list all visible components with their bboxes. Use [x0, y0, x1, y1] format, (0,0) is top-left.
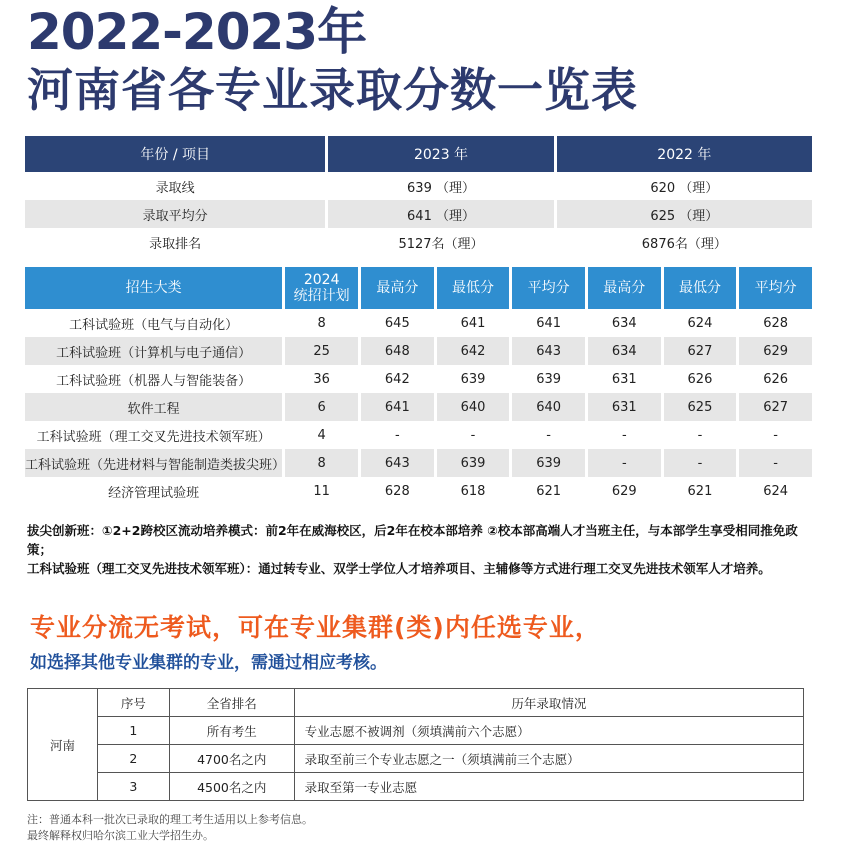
score-cell: 631 — [588, 393, 661, 421]
score-cell: 639 — [437, 449, 510, 477]
score-cell: 640 — [437, 393, 510, 421]
header-max-2022: 最高分 — [588, 267, 661, 309]
slogan-blue: 如选择其他专业集群的专业，需通过相应考核。 — [30, 653, 387, 673]
score-cell: 641 — [536, 315, 562, 331]
page-title-year: 2022-2023年 — [27, 3, 367, 61]
score-cell: 627 — [739, 393, 812, 421]
score-cell: - — [773, 427, 778, 443]
score-cell: 643 — [361, 449, 434, 477]
score-cell: 631 — [611, 371, 637, 387]
rank-table — [27, 688, 804, 801]
score-cell: 642 — [437, 337, 510, 365]
rank-no: 1 — [97, 717, 169, 745]
rank-desc: 录取至第一专业志愿 — [294, 773, 803, 801]
score-cell: 626 — [687, 371, 713, 387]
major-name: 工科试验班（计算机与电子通信） — [25, 337, 282, 365]
value-2023: 5127名（理） — [398, 236, 484, 252]
score-cell: 641 — [460, 315, 486, 331]
score-cell: 634 — [611, 315, 637, 331]
score-cell: 645 — [384, 315, 410, 331]
major-name: 工科试验班（先进材料与智能制造类拔尖班） — [25, 449, 282, 477]
major-plan: 11 — [313, 483, 330, 499]
header-year-item: 年份 / 项目 — [25, 136, 325, 172]
major-plan: 6 — [285, 393, 358, 421]
table-row — [25, 421, 812, 449]
major-header-row — [25, 267, 812, 309]
major-name: 工科试验班（理工交叉先进技术领军班） — [36, 429, 271, 445]
table-row — [25, 449, 812, 477]
major-plan: 4 — [317, 427, 326, 443]
summary-table — [22, 136, 815, 256]
score-cell: 643 — [512, 337, 585, 365]
rank-range: 所有考生 — [169, 717, 294, 745]
header-min-2023: 最低分 — [437, 267, 510, 309]
rank-desc: 专业志愿不被调剂（须填满前六个志愿） — [294, 717, 803, 745]
score-cell: 627 — [664, 337, 737, 365]
header-category: 招生大类 — [25, 267, 282, 309]
score-cell: 629 — [611, 483, 637, 499]
score-cell: - — [621, 427, 627, 443]
major-name: 工科试验班（电气与自动化） — [69, 317, 239, 333]
score-cell: 648 — [361, 337, 434, 365]
major-score-table — [22, 267, 815, 505]
score-cell: - — [470, 427, 476, 443]
major-plan: 25 — [285, 337, 358, 365]
header-2023: 2023 年 — [328, 136, 553, 172]
score-cell: - — [697, 427, 703, 443]
footnote-line: 注：普通本科一批次已录取的理工考生适用以上参考信息。 — [27, 813, 313, 826]
header-rank: 全省排名 — [169, 689, 294, 717]
rank-no: 2 — [97, 745, 169, 773]
summary-row — [25, 228, 812, 256]
summary-row — [25, 172, 812, 200]
header-plan-year: 2024 — [303, 272, 340, 288]
header-min-2022: 最低分 — [664, 267, 737, 309]
score-cell: 642 — [384, 371, 410, 387]
major-plan: 36 — [313, 371, 330, 387]
score-cell: 621 — [687, 483, 713, 499]
summary-header-row — [25, 136, 812, 172]
footnote — [27, 812, 313, 844]
score-cell: - — [664, 449, 737, 477]
table-row — [25, 365, 812, 393]
rank-desc: 录取至前三个专业志愿之一（须填满前三个志愿） — [294, 745, 803, 773]
rank-range: 4500名之内 — [169, 773, 294, 801]
row-label: 录取排名 — [149, 236, 202, 252]
score-cell: 639 — [460, 371, 486, 387]
rank-row — [28, 773, 804, 801]
row-label: 录取平均分 — [25, 200, 325, 228]
score-cell: 625 — [664, 393, 737, 421]
value-2022: 6876名（理） — [641, 236, 727, 252]
header-avg-2022: 平均分 — [739, 267, 812, 309]
table-row — [25, 337, 812, 365]
header-plan — [285, 267, 358, 309]
slogan-orange: 专业分流无考试，可在专业集群(类)内任选专业， — [30, 613, 601, 642]
score-cell: 634 — [588, 337, 661, 365]
major-name: 经济管理试验班 — [108, 485, 200, 501]
major-name: 工科试验班（机器人与智能装备） — [56, 373, 252, 389]
header-no: 序号 — [97, 689, 169, 717]
footnote-line: 最终解释权归哈尔滨工业大学招生办。 — [27, 829, 214, 842]
score-cell: - — [546, 427, 551, 443]
value-2023: 639 （理） — [407, 180, 475, 196]
summary-row — [25, 200, 812, 228]
table-row — [25, 309, 812, 337]
score-cell: 628 — [763, 315, 789, 331]
score-cell: 640 — [512, 393, 585, 421]
table-row — [25, 393, 812, 421]
note-line: 工科试验班（理工交叉先进技术领军班）：通过转专业、双学士学位人才培养项目、主辅修等方式进行理工交叉先进技术领军人才培养。 — [27, 561, 771, 576]
value-2022: 620 （理） — [650, 180, 719, 196]
header-2022: 2022 年 — [557, 136, 812, 172]
score-cell: 621 — [536, 483, 562, 499]
page-title: 河南省各专业录取分数一览表 — [27, 63, 638, 117]
major-plan: 8 — [317, 315, 326, 331]
score-cell: 629 — [739, 337, 812, 365]
score-cell: 626 — [763, 371, 789, 387]
rank-range: 4700名之内 — [169, 745, 294, 773]
header-avg-2023: 平均分 — [512, 267, 585, 309]
row-label: 录取线 — [155, 180, 195, 196]
score-cell: 639 — [536, 371, 562, 387]
rank-row — [28, 717, 804, 745]
table-row — [25, 477, 812, 505]
header-history: 历年录取情况 — [294, 689, 803, 717]
header-plan-label: 统招计划 — [293, 288, 350, 304]
header-max-2023: 最高分 — [361, 267, 434, 309]
score-cell: - — [394, 427, 400, 443]
rank-no: 3 — [97, 773, 169, 801]
major-plan: 8 — [285, 449, 358, 477]
major-name: 软件工程 — [25, 393, 282, 421]
score-cell: 639 — [512, 449, 585, 477]
rank-header-row — [28, 689, 804, 717]
value-2022: 625 （理） — [557, 200, 812, 228]
rank-row — [28, 745, 804, 773]
score-cell: 641 — [361, 393, 434, 421]
notes — [27, 521, 822, 578]
score-cell: 628 — [384, 483, 410, 499]
score-cell: 618 — [460, 483, 486, 499]
province-cell: 河南 — [28, 689, 98, 801]
score-cell: - — [588, 449, 661, 477]
note-line: 拔尖创新班：①2+2跨校区流动培养模式：前2年在威海校区，后2年在校本部培养 ②校本部高端人才当班主任，与本部学生享受相同推免政策； — [27, 523, 798, 557]
score-cell: - — [739, 449, 812, 477]
value-2023: 641 （理） — [328, 200, 553, 228]
score-cell: 624 — [763, 483, 789, 499]
score-cell: 624 — [687, 315, 713, 331]
